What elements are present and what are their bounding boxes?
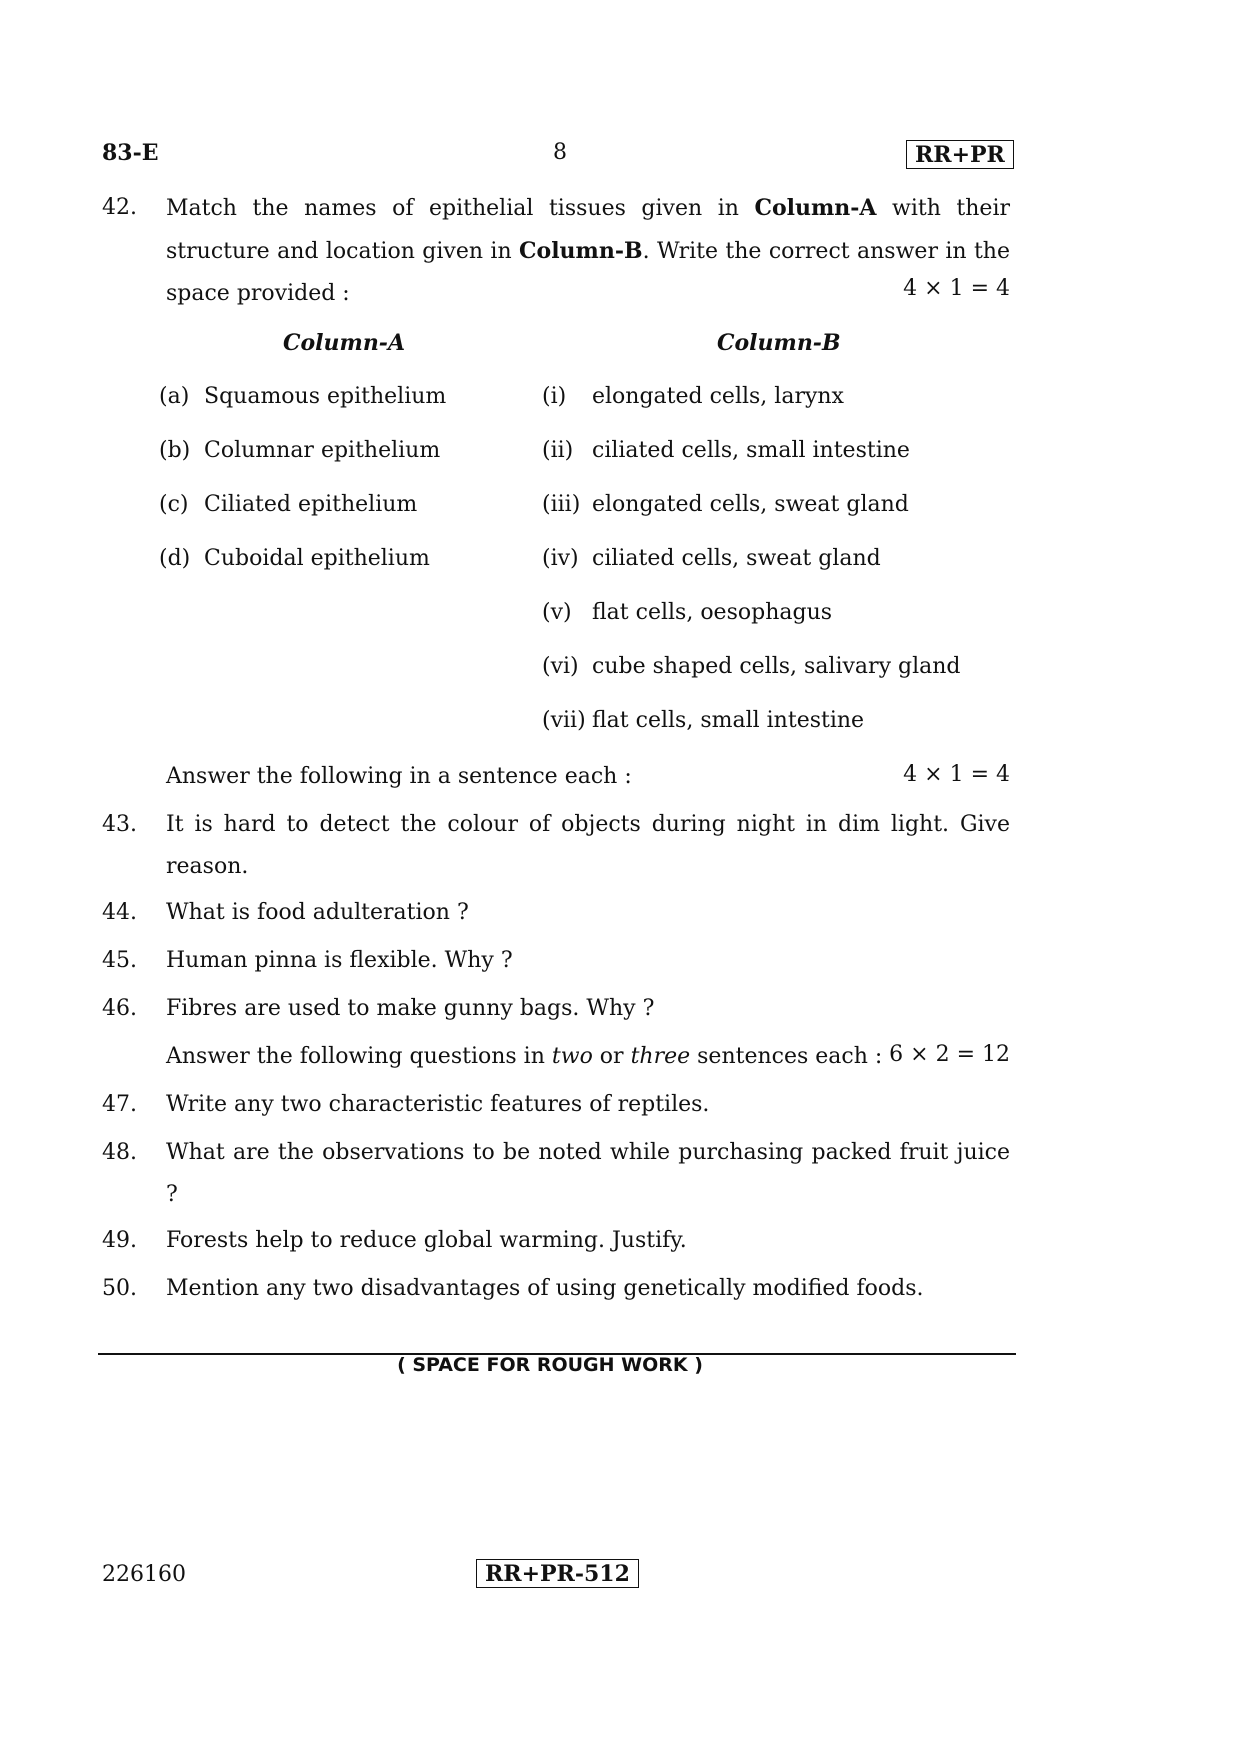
- question-text: Mention any two disadvantages of using genetically modified foods.: [166, 1276, 924, 1301]
- question-text: Forests help to reduce global warming. Justify.: [166, 1228, 687, 1253]
- question-number: 49.: [102, 1228, 137, 1253]
- column-a-label: (b): [159, 438, 191, 463]
- question-number-42: 42.: [102, 195, 137, 220]
- column-b-label: (iv): [542, 546, 579, 571]
- question-number: 48.: [102, 1140, 137, 1165]
- question-42-marks: 4 × 1 = 4: [903, 276, 1010, 301]
- column-a-item: Columnar epithelium: [204, 438, 441, 463]
- paper-code: 83-E: [102, 140, 159, 166]
- section-two-instruction: Answer the following questions in two or three sentences each :: [166, 1044, 883, 1069]
- question-42-text: Match the names of epithelial tissues given in Column-A with their structure and location given in Column-B. Write the correct answer in the space provided :: [166, 195, 1010, 306]
- question-number: 43.: [102, 812, 137, 837]
- column-b-item: ciliated cells, small intestine: [592, 438, 910, 463]
- column-b-item: ciliated cells, sweat gland: [592, 546, 881, 571]
- question-number: 46.: [102, 996, 137, 1021]
- column-b-label: (i): [542, 384, 567, 409]
- question-text: What is food adulteration ?: [166, 900, 469, 925]
- page-number: 8: [553, 140, 567, 165]
- column-a-title: Column-A: [283, 330, 406, 356]
- header-tag-box: RR+PR: [906, 140, 1014, 169]
- column-b-label: (ii): [542, 438, 574, 463]
- column-b-label: (iii): [542, 492, 581, 517]
- column-b-item: elongated cells, sweat gland: [592, 492, 909, 517]
- footer-code-box: RR+PR-512: [476, 1559, 639, 1588]
- column-a-item: Squamous epithelium: [204, 384, 447, 409]
- question-text: Fibres are used to make gunny bags. Why ?: [166, 996, 655, 1021]
- column-a-label: (a): [159, 384, 190, 409]
- question-number: 47.: [102, 1092, 137, 1117]
- rough-work-label: ( SPACE FOR ROUGH WORK ): [397, 1354, 703, 1376]
- column-b-item: flat cells, small intestine: [592, 708, 865, 733]
- column-b-label: (v): [542, 600, 572, 625]
- section-one-marks: 4 × 1 = 4: [903, 762, 1010, 787]
- column-b-title: Column-B: [717, 330, 841, 356]
- column-b-item: flat cells, oesophagus: [592, 600, 833, 625]
- question-text: Write any two characteristic features of reptiles.: [166, 1092, 710, 1117]
- column-a-item: Ciliated epithelium: [204, 492, 418, 517]
- question-text: Human pinna is flexible. Why ?: [166, 948, 513, 973]
- column-a-label: (d): [159, 546, 191, 571]
- question-number: 44.: [102, 900, 137, 925]
- column-a-label: (c): [159, 492, 189, 517]
- footer-serial: 226160: [102, 1562, 186, 1587]
- column-a-item: Cuboidal epithelium: [204, 546, 430, 571]
- column-b-label: (vii): [542, 708, 586, 733]
- question-text: It is hard to detect the colour of objects during night in dim light. Give reason.: [166, 812, 1010, 879]
- column-b-item: elongated cells, larynx: [592, 384, 844, 409]
- section-two-marks: 6 × 2 = 12: [889, 1042, 1010, 1067]
- question-number: 45.: [102, 948, 137, 973]
- question-number: 50.: [102, 1276, 137, 1301]
- question-text: What are the observations to be noted while purchasing packed fruit juice ?: [166, 1140, 1010, 1207]
- column-b-label: (vi): [542, 654, 579, 679]
- column-b-item: cube shaped cells, salivary gland: [592, 654, 961, 679]
- section-one-instruction: Answer the following in a sentence each :: [166, 764, 632, 789]
